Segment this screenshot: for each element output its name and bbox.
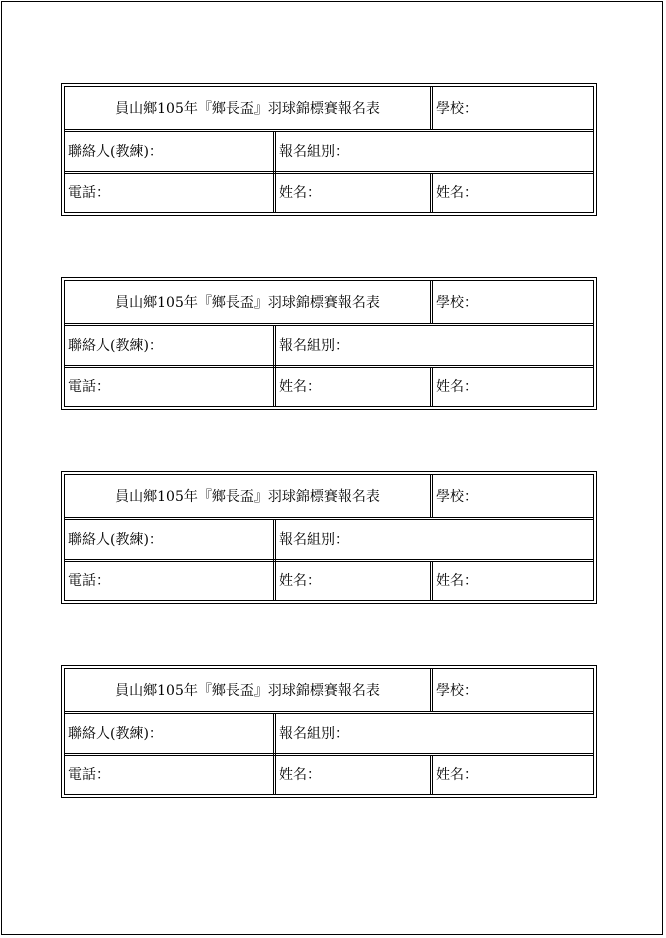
player-name-field-2[interactable]: 姓名： bbox=[436, 185, 478, 201]
registration-form-3 bbox=[61, 471, 597, 604]
player-name-field-2[interactable]: 姓名： bbox=[436, 573, 478, 589]
phone-field[interactable]: 電話： bbox=[68, 767, 110, 783]
registration-form-2 bbox=[61, 277, 597, 410]
player-name-field-2[interactable]: 姓名： bbox=[436, 767, 478, 783]
player-name-field-1[interactable]: 姓名： bbox=[279, 185, 321, 201]
form-title: 員山鄉105年『鄉長盃』羽球錦標賽報名表 bbox=[115, 100, 380, 117]
contact-coach-field[interactable]: 聯絡人(教練)： bbox=[68, 337, 163, 354]
player-name-field-1[interactable]: 姓名： bbox=[279, 767, 321, 783]
player-name-field-1[interactable]: 姓名： bbox=[279, 573, 321, 589]
player-name-field-1[interactable]: 姓名： bbox=[279, 379, 321, 395]
school-field[interactable]: 學校： bbox=[436, 682, 478, 699]
group-field[interactable]: 報名組別： bbox=[279, 143, 349, 160]
registration-form-1 bbox=[61, 83, 597, 216]
group-field[interactable]: 報名組別： bbox=[279, 531, 349, 548]
school-field[interactable]: 學校： bbox=[436, 488, 478, 505]
phone-field[interactable]: 電話： bbox=[68, 573, 110, 589]
contact-coach-field[interactable]: 聯絡人(教練)： bbox=[68, 531, 163, 548]
group-field[interactable]: 報名組別： bbox=[279, 725, 349, 742]
form-title: 員山鄉105年『鄉長盃』羽球錦標賽報名表 bbox=[115, 488, 380, 505]
contact-coach-field[interactable]: 聯絡人(教練)： bbox=[68, 143, 163, 160]
phone-field[interactable]: 電話： bbox=[68, 185, 110, 201]
school-field[interactable]: 學校： bbox=[436, 294, 478, 311]
group-field[interactable]: 報名組別： bbox=[279, 337, 349, 354]
form-title: 員山鄉105年『鄉長盃』羽球錦標賽報名表 bbox=[115, 682, 380, 699]
contact-coach-field[interactable]: 聯絡人(教練)： bbox=[68, 725, 163, 742]
school-field[interactable]: 學校： bbox=[436, 100, 478, 117]
phone-field[interactable]: 電話： bbox=[68, 379, 110, 395]
form-title: 員山鄉105年『鄉長盃』羽球錦標賽報名表 bbox=[115, 294, 380, 311]
registration-form-4 bbox=[61, 665, 597, 798]
player-name-field-2[interactable]: 姓名： bbox=[436, 379, 478, 395]
